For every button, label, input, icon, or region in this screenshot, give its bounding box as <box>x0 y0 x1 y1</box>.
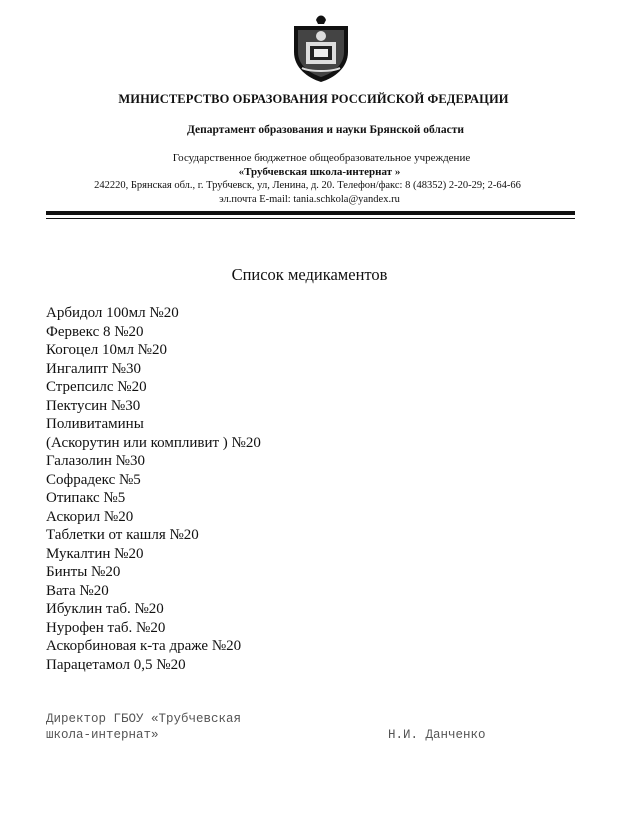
list-item: Когоцел 10мл №20 <box>46 342 167 358</box>
school-address: 242220, Брянская обл., г. Трубчевск, ул, Ленина, д. 20. Телефон/факс: 8 (48352) 2-20-29; 2-64-66 <box>94 180 521 191</box>
signatory-position-line2: школа-интернат» <box>46 728 159 742</box>
list-item: Арбидол 100мл №20 <box>46 305 179 321</box>
header-divider-thin <box>46 218 575 219</box>
document-title: Список медикаментов <box>231 265 388 284</box>
list-item: Пектусин №30 <box>46 397 141 414</box>
list-item: Парацетамол 0,5 №20 <box>46 656 186 673</box>
department-name: Департамент образования и науки Брянской области <box>186 124 465 136</box>
list-item: Ибуклин таб. №20 <box>46 601 164 617</box>
list-item: Мукалтин №20 <box>46 545 144 562</box>
signatory-name: Н.И. Данченко <box>388 728 486 742</box>
signatory-position <box>46 711 241 743</box>
signatory-position-line1: Директор ГБОУ «Трубчевская <box>46 712 242 726</box>
header-divider-thick <box>46 211 575 215</box>
school-name: «Трубчевская школа-интернат » <box>238 166 401 178</box>
list-item: (Аскорутин или компливит ) №20 <box>46 434 261 451</box>
coat-of-arms-emblem <box>288 12 354 84</box>
list-item: Фервекс 8 №20 <box>46 323 144 340</box>
list-item: Поливитамины <box>46 416 144 432</box>
list-item: Стрепсилс №20 <box>46 379 147 395</box>
list-item: Галазолин №30 <box>46 453 145 469</box>
list-item: Нурофен таб. №20 <box>46 619 166 636</box>
institution-type: Государственное бюджетное общеобразовательное учреждение <box>172 152 471 164</box>
list-item: Аскорбиновая к-та драже №20 <box>46 638 242 654</box>
list-item: Бинты №20 <box>46 564 121 580</box>
ministry-name: МИНИСТЕРСТВО ОБРАЗОВАНИЯ РОССИЙСКОЙ ФЕДЕРАЦИИ <box>118 92 509 106</box>
list-item: Ингалипт №30 <box>46 360 141 377</box>
list-item: Аскорил №20 <box>46 508 134 525</box>
medication-list <box>46 304 261 674</box>
list-item: Отипакс №5 <box>46 490 126 506</box>
list-item: Софрадекс №5 <box>46 471 141 488</box>
school-email: эл.почта E-mail: tania.schkola@yandex.ru <box>219 194 400 205</box>
list-item: Вата №20 <box>46 582 109 599</box>
list-item: Таблетки от кашля №20 <box>46 527 199 543</box>
